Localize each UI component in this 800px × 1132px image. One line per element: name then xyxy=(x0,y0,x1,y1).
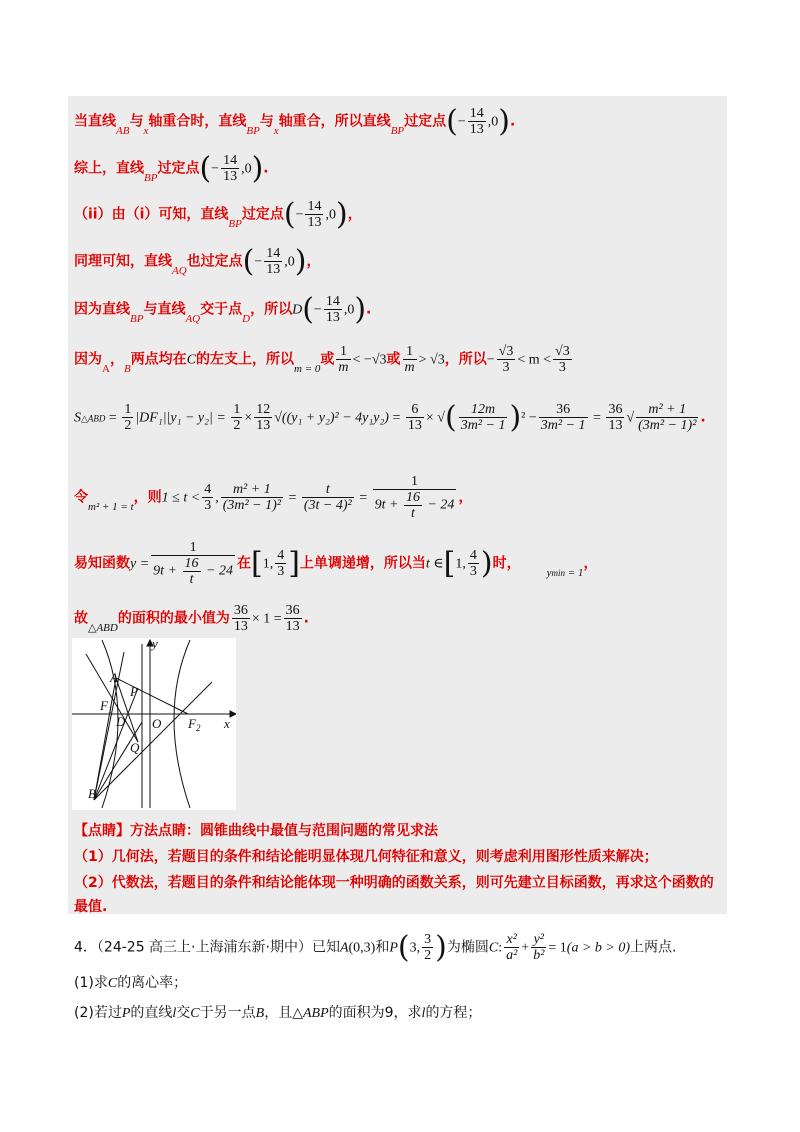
solution-line-7-area-formula: S△ABD = $\frac{1}{2}$ |DF₁||y₁ − y₂| = $\frac{1}{2}$ × $\frac{12}{13}$ √((y₁ + y₂)² − 4y₁y₂) = $\frac{6}{13}$ × √( $\frac{12m}{\text{3m² − 1}}$ )² − $\frac{36}{\text{3m² − 1}}$ = $\frac{36}{13}$ √ $\frac{\text{m² + 1}}{\text{(3m² − 1)²}}$ . xyxy=(74,400,706,435)
text: 与 xyxy=(259,113,274,130)
solution-line-1: 当直线$_{AB}$与$_x$轴重合时，直线$_{BP}$与$_x$轴重合，所以直线$_{BP}$过定点(− $\frac{14}{13}$ ,0). xyxy=(74,104,516,139)
solution-line-10: 故$_{\triangle ABD}$的面积的最小值为 $\frac{36}{13}$ × 1 = $\frac{36}{13}$ . xyxy=(74,603,309,634)
y-axis-label: y xyxy=(152,638,158,651)
problem-4-question-1: (1)求C的离心率； xyxy=(74,975,188,991)
fraction: $\frac{14}{13}$ xyxy=(223,153,238,184)
solution-line-5: 因为直线$_{BP}$与直线$_{AQ}$交于点$_D$，所以D(− $\frac{14}{13}$ ,0). xyxy=(74,292,372,327)
tip-title: 【点睛】方法点睛：圆锥曲线中最值与范围问题的常见求法 xyxy=(74,823,438,839)
fraction: $\frac{14}{13}$ xyxy=(266,246,281,277)
text: 轴重合时，直线 xyxy=(148,113,247,130)
solution-line-8: 令$_{m^2 + 1 = t}$，则1 ≤ t < $\frac{4}{3}$ , $\frac{\text{m² + 1}}{\text{(3m² − 1)²}}$ = $\frac{t}{\text{(3t − 4)²}}$ = 1 9t + $\frac{16}{t}$ − 24 ， xyxy=(74,474,473,521)
math-bp: BP xyxy=(130,312,144,325)
text: 当直线 xyxy=(74,113,116,130)
point-D-label: D xyxy=(116,714,126,729)
point-A-label: A xyxy=(110,670,118,685)
point-Q-label: Q xyxy=(130,740,140,755)
tip-point-2-line-2: 最值. xyxy=(74,899,108,915)
tip-point-1: （1）几何法，若题目的条件和结论能明显体现几何特征和意义，则考虑利用图形性质来解决； xyxy=(74,849,658,865)
x-axis-label: x xyxy=(224,716,230,731)
text: 与 xyxy=(129,113,144,130)
math-A: A xyxy=(102,362,110,375)
math-d: D xyxy=(242,312,251,325)
hyperbola-figure xyxy=(72,638,236,810)
text: 轴重合，所以直线 xyxy=(278,113,391,130)
point-F2-label: $F_2$ xyxy=(188,716,201,733)
fraction: $\frac{14}{13}$ xyxy=(469,106,484,137)
math-aq: AQ xyxy=(172,264,187,277)
point-B-label: B xyxy=(88,786,96,801)
math-ab: AB xyxy=(116,124,130,137)
point-P-label: P xyxy=(130,684,138,699)
math-x: x xyxy=(273,124,279,137)
math-x: x xyxy=(143,124,149,137)
origin-label: O xyxy=(152,716,162,731)
math-bp: BP xyxy=(390,124,405,137)
problem-4-statement: 4．（24-25 高三上·上海浦东新·期中）已知A(0,3)和P(3, $\frac{3}{2}$ )为椭圆C: $\frac{\text{x²}}{\text{a²}}$ + $\frac{\text{y²}}{\text{b²}}$ = 1(a > b > 0)上两点. xyxy=(74,930,677,965)
solution-line-6: 因为$_A$，$_B$两点均在C的左支上，所以$_{m = 0}$或 $\frac{1}{m}$ < −√3或 $\frac{1}{m}$ > √3，所以− $\frac{√3}{3}$ < m < $\frac{√3}{3}$ xyxy=(74,344,570,375)
solution-line-4: 同理可知，直线$_{AQ}$也过定点(− $\frac{14}{13}$ ,0)， xyxy=(74,244,321,279)
math-aq: AQ xyxy=(185,312,201,325)
fraction: $\frac{14}{13}$ xyxy=(325,294,340,325)
solution-line-2: 综上，直线$_{BP}$过定点(− $\frac{14}{13}$ ,0). xyxy=(74,151,269,186)
fraction: $\frac{14}{13}$ xyxy=(307,199,322,230)
math-bp: BP xyxy=(246,124,260,137)
math-B: B xyxy=(123,362,131,375)
tip-point-2-line-1: （2）代数法，若题目的条件和结论能体现一种明确的函数关系，则可先建立目标函数，再求这个函数的 xyxy=(74,875,714,891)
solution-line-3: （ii）由（i）可知，直线$_{BP}$过定点(− $\frac{14}{13}$ ,0)， xyxy=(74,197,362,232)
point-F1-label: $F_1$ xyxy=(100,698,113,715)
text: 过定点 xyxy=(404,113,447,130)
problem-4-question-2: (2)若过P的直线l交C于另一点B，且△ABP的面积为9，求l的方程； xyxy=(74,1005,482,1021)
math-bp: BP xyxy=(228,217,242,230)
math-bp: BP xyxy=(144,171,158,184)
solution-line-9: 易知函数y = 1 9t + $\frac{16}{t}$ − 24 在[1, $\frac{4}{3}$ ]上单调递增，所以当t ∈[1, $\frac{4}{3}$ )时，$_{ymin = 1}$， xyxy=(74,540,598,587)
figure-svg xyxy=(72,638,236,810)
